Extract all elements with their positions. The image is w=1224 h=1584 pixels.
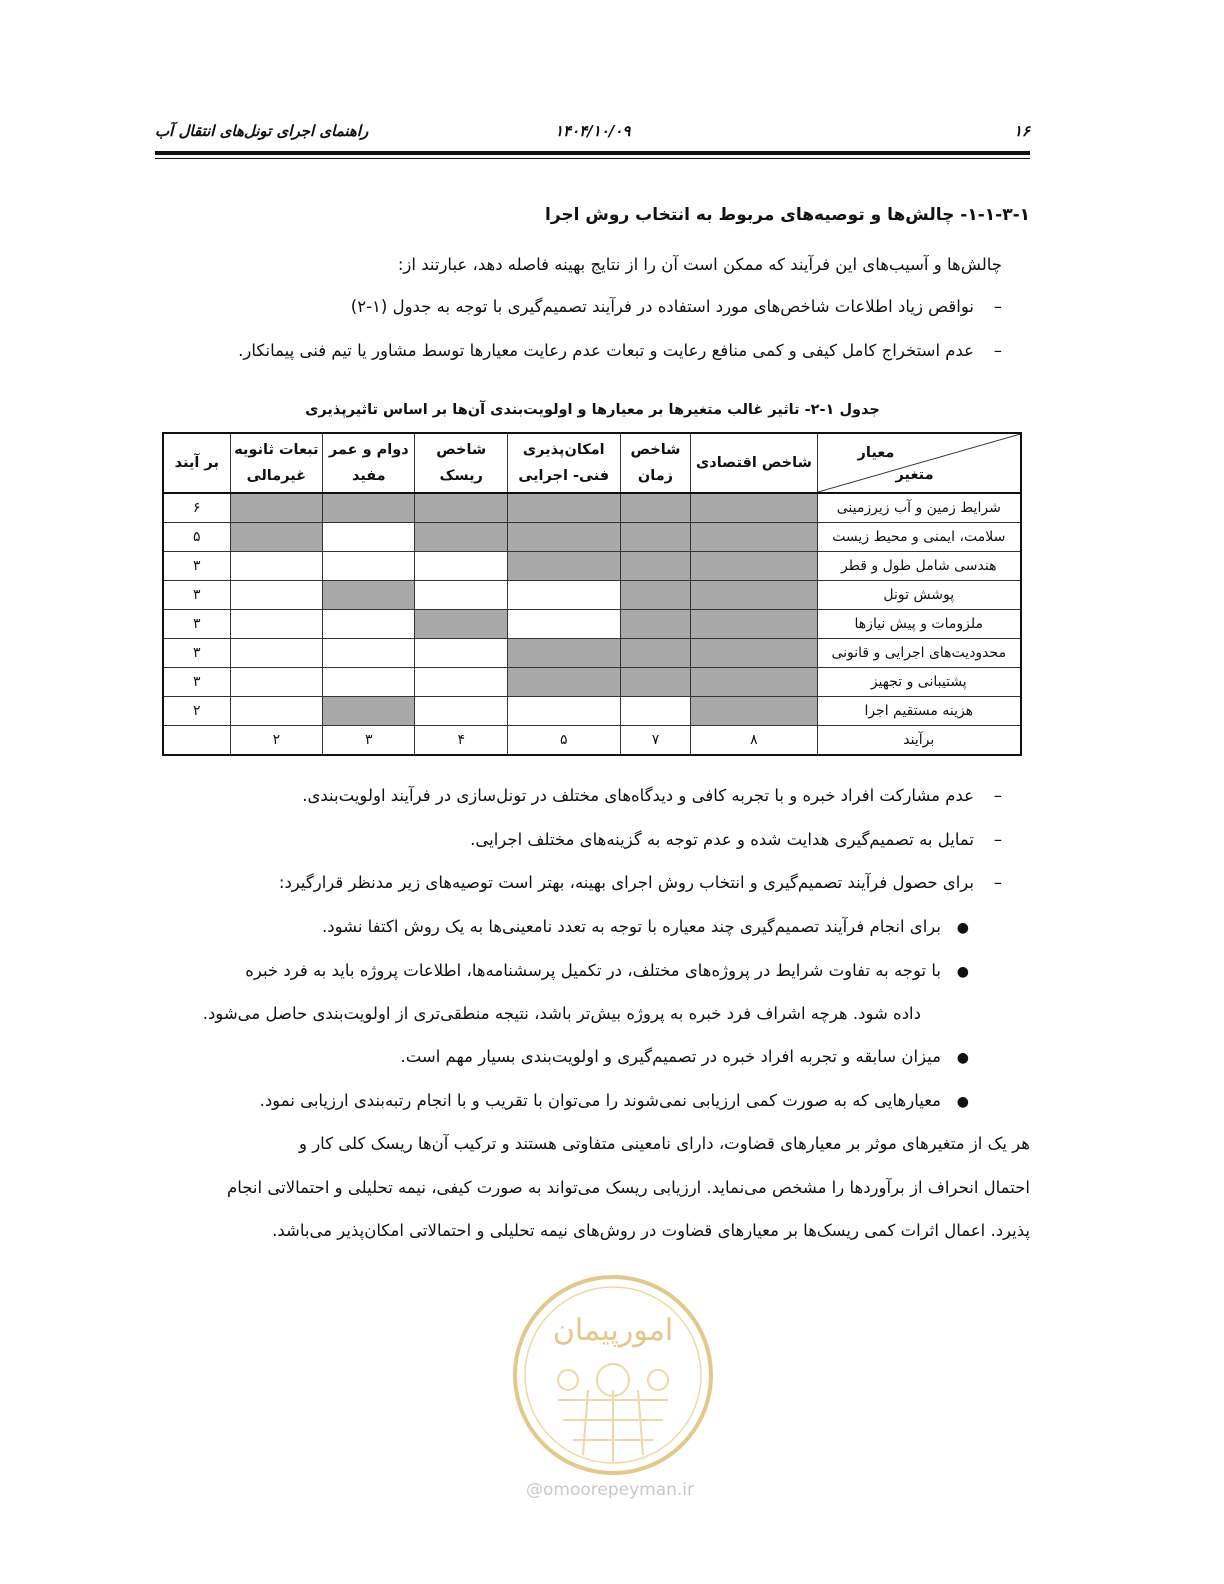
row-label: شرایط زمین و آب زیرزمینی [817,493,1021,523]
matrix-cell [323,493,415,523]
table-row [163,581,1021,610]
dash-item [302,786,1002,805]
dash-item [470,830,1002,849]
row-total: ۳ [163,610,230,639]
bullet-item [400,1047,969,1066]
column-header: بر آیند [163,433,230,493]
column-header: تبعات ثانویه غیرمالی [230,433,323,493]
matrix-cell [230,523,323,552]
matrix-cell [323,523,415,552]
table-row [163,668,1021,697]
dash-item [351,297,1002,316]
matrix-cell [230,581,323,610]
column-header: امکان‌پذیری فنی- اجرایی [507,433,620,493]
row-label: هندسی شامل طول و قطر [817,552,1021,581]
matrix-cell [230,552,323,581]
matrix-cell [691,581,817,610]
bullet-text: معیارهایی که به صورت کمی ارزیابی نمی‌شوند را می‌توان با تقریب و با انجام رتبه‌بندی ارزیابی نمود. [259,1091,941,1110]
row-total: ۶ [163,493,230,523]
matrix-cell [620,639,691,668]
bullet-mark: ● [956,1050,969,1066]
matrix-cell [230,668,323,697]
matrix-cell [620,668,691,697]
matrix-cell [415,639,507,668]
row-label: پشتیبانی و تجهیز [817,668,1021,697]
column-header: شاخص اقتصادی [691,433,817,493]
bullet-text: برای انجام فرآیند تصمیم‌گیری چند معیاره با توجه به تعدد نامعینی‌ها به یک روش اکتفا نشود. [322,917,941,936]
dash-mark: – [993,341,1002,360]
matrix-cell [230,639,323,668]
dash-item-text: عدم استخراج کامل کیفی و کمی منافع رعایت و تبعات عدم رعایت معیارها توسط مشاور یا تیم فنی پیمانکار. [238,341,974,360]
column-header: شاخص زمان [620,433,691,493]
dash-item [238,341,1002,360]
matrix-cell [323,639,415,668]
column-total: ۸ [691,726,817,756]
row-total: ۳ [163,581,230,610]
matrix-cell [230,697,323,726]
paragraph-line: احتمال انحراف از برآوردها را مشخص می‌نماید. ارزیابی ریسک می‌تواند به صورت کیفی، نیمه تحلیلی و احتمالاتی انجام [227,1178,1030,1197]
paragraph-line: هر یک از متغیرهای موثر بر معیارهای قضاوت، دارای نامعینی متفاوتی هستند و ترکیب آن‌ها ریسک کلی کار و [299,1134,1030,1153]
matrix-cell [620,610,691,639]
table-body [163,493,1021,755]
matrix-cell [415,552,507,581]
matrix-cell [415,610,507,639]
matrix-cell [415,697,507,726]
row-total: ۳ [163,552,230,581]
bullet-mark: ● [956,920,969,936]
header-rule [155,151,1030,155]
bullet-item [260,1091,969,1110]
table-caption: جدول ۱-۲- تاثیر غالب متغیرها بر معیارها و اولویت‌بندی آن‌ها بر اساس تاثیرپذیری [305,402,880,418]
table-row [163,697,1021,726]
footer-label: برآیند [817,726,1021,756]
header-date: ۱۴۰۴/۱۰/۰۹ [555,122,631,140]
matrix-cell [415,581,507,610]
bullet-item [245,961,969,980]
book-title: راهنمای اجرای تونل‌های انتقال آب [155,122,369,140]
matrix-cell [691,610,817,639]
dash-item-text: عدم مشارکت افراد خبره و با تجربه کافی و دیدگاه‌های مختلف در تونل‌سازی در فرآیند اولویت‌بندی. [302,786,974,805]
matrix-cell [620,523,691,552]
matrix-cell [507,523,620,552]
matrix-cell [415,493,507,523]
column-total: ۴ [415,726,507,756]
matrix-cell [507,697,620,726]
matrix-cell [691,697,817,726]
row-total: ۳ [163,639,230,668]
matrix-cell [507,639,620,668]
matrix-cell [691,493,817,523]
matrix-cell [323,668,415,697]
dash-mark: – [993,786,1002,805]
column-total: ۷ [620,726,691,756]
watermark-site: @omoorepeyman.ir [525,1480,695,1500]
dash-item [279,873,1002,892]
bullet-mark: ● [956,1094,969,1110]
dash-mark: – [993,297,1002,316]
matrix-cell [691,668,817,697]
bullet-continuation: داده شود. هرچه اشراف فرد خبره به پروژه بیش‌تر باشد، نتیجه منطقی‌تری از اولویت‌بندی حاصل می‌شود. [202,1004,921,1023]
matrix-cell [507,581,620,610]
column-header: شاخص ریسک [415,433,507,493]
row-total: ۳ [163,668,230,697]
matrix-cell [415,668,507,697]
row-label: ملزومات و پیش نیازها [817,610,1021,639]
matrix-cell [691,639,817,668]
intro-paragraph: چالش‌ها و آسیب‌های این فرآیند که ممکن است آن را از نتایج بهینه فاصله دهد، عبارتند از: [397,255,1002,274]
corner-header-cell [817,433,1021,493]
matrix-cell [230,610,323,639]
matrix-cell [507,552,620,581]
column-total: ۲ [230,726,323,756]
matrix-cell [230,493,323,523]
page-number: ۱۶ [1013,122,1030,140]
column-total: ۵ [507,726,620,756]
bullet-mark: ● [956,964,969,980]
paragraph-line: پذیرد. اعمال اثرات کمی ریسک‌ها بر معیارهای قضاوت در روش‌های نیمه تحلیلی و احتمالاتی امکان‌پذیر می‌باشد. [272,1221,1030,1240]
row-total: ۵ [163,523,230,552]
table-row [163,552,1021,581]
matrix-cell [620,697,691,726]
matrix-cell [323,552,415,581]
section-heading: ۱-۱-۳-۱- چالش‌ها و توصیه‌های مربوط به انتخاب روش اجرا [545,205,1030,225]
bullet-text: میزان سابقه و تجربه افراد خبره در تصمیم‌گیری و اولویت‌بندی بسیار مهم است. [400,1047,941,1066]
table-header-row [163,433,1021,493]
corner-top-label: معیار [857,445,895,461]
table-footer-row [163,726,1021,756]
matrix-cell [323,697,415,726]
dash-mark: – [993,830,1002,849]
column-total: ۳ [323,726,415,756]
watermark-stamp-icon [508,1270,718,1480]
row-label: هزینه مستقیم اجرا [817,697,1021,726]
matrix-cell [507,610,620,639]
row-label: محدودیت‌های اجرایی و قانونی [817,639,1021,668]
matrix-cell [620,493,691,523]
header-rule-thin [155,158,1030,159]
matrix-cell [691,523,817,552]
footer-total [163,726,230,756]
dash-mark: – [993,873,1002,892]
matrix-cell [415,523,507,552]
bullet-text: با توجه به تفاوت شرایط در پروژه‌های مختلف، در تکمیل پرسشنامه‌ها، اطلاعات پروژه باید به فرد خبره [245,961,941,980]
matrix-cell [323,610,415,639]
matrix-cell [691,552,817,581]
matrix-cell [507,668,620,697]
bullet-item [322,917,969,936]
corner-bottom-label: متغیر [895,467,934,483]
row-label: سلامت، ایمنی و محیط زیست [817,523,1021,552]
row-label: پوشش تونل [817,581,1021,610]
table-row [163,523,1021,552]
row-total: ۲ [163,697,230,726]
stamp-text: امورپیمان [552,1313,674,1348]
dash-item-text: برای حصول فرآیند تصمیم‌گیری و انتخاب روش اجرای بهینه، بهتر است توصیه‌های زیر مدنظر قرارگیرد: [278,873,974,892]
table-row [163,639,1021,668]
table-row [163,493,1021,523]
table-row [163,610,1021,639]
criteria-table [162,432,1022,756]
matrix-cell [323,581,415,610]
matrix-cell [620,552,691,581]
dash-item-text: تمایل به تصمیم‌گیری هدایت شده و عدم توجه به گزینه‌های مختلف اجرایی. [470,830,974,849]
matrix-cell [620,581,691,610]
dash-item-text: نواقص زیاد اطلاعات شاخص‌های مورد استفاده در فرآیند تصمیم‌گیری با توجه به جدول (۱-۲) [350,297,974,316]
page-header [155,118,1030,148]
column-header: دوام و عمر مفید [323,433,415,493]
matrix-cell [507,493,620,523]
